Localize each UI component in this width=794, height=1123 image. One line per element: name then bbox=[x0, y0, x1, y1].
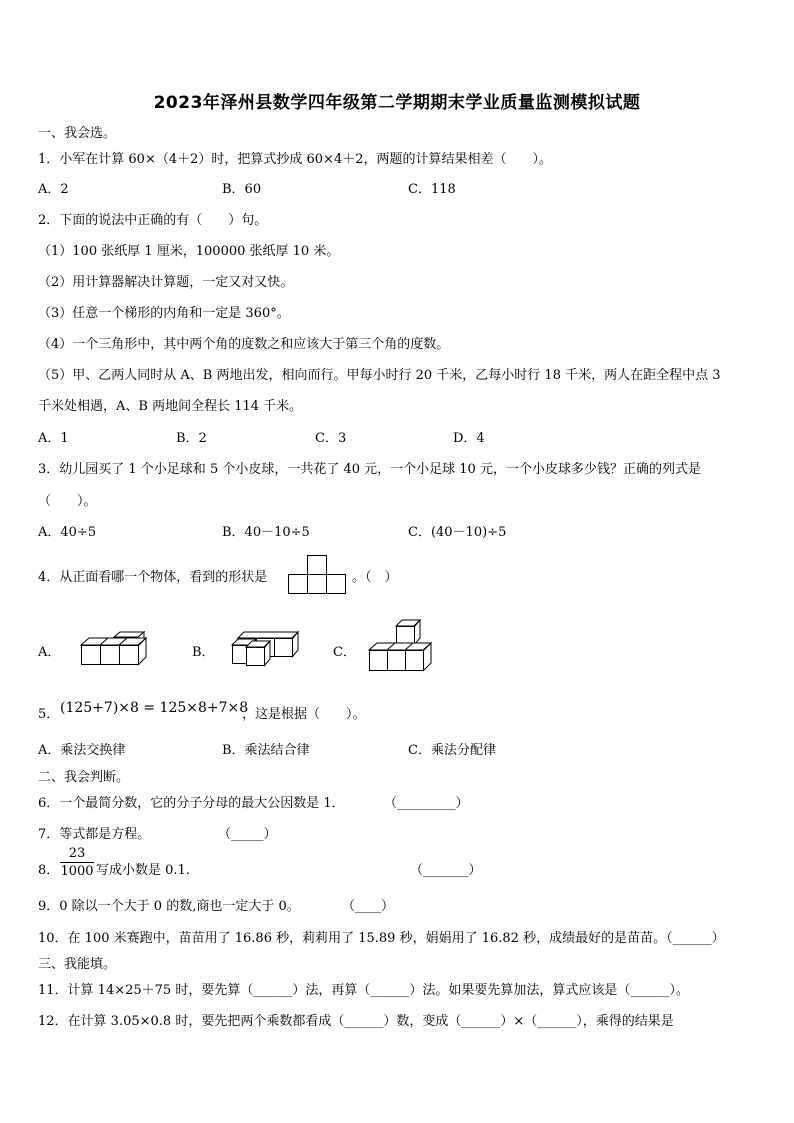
q5-option-b: B．乘法结合律 bbox=[222, 743, 310, 758]
q2-statement-2: （2）用计算器解决计算题，一定又对又快。 bbox=[38, 275, 294, 290]
question-12: 12．在计算 3.05×0.8 时，要先把两个乘数都看成（______）数，变成（______）×（______），乘得的结果是 bbox=[38, 1014, 674, 1029]
section-heading-1: 一、我会选。 bbox=[38, 126, 117, 141]
q6-answer-blank[interactable]: （_________） bbox=[384, 796, 469, 811]
question-11: 11．计算 14×25＋75 时，要先算（______）法，再算（______）法。如果要先算加法，算式应该是（______）。 bbox=[38, 983, 689, 998]
question-10: 10．在 100 米赛跑中，苗苗用了 16.86 秒，莉莉用了 15.89 秒，娟娟用了 16.82 秒，成绩最好的是苗苗。（______） bbox=[38, 931, 725, 946]
q2-option-d: D．4 bbox=[453, 431, 485, 446]
question-3: 3．幼儿园买了 1 个小足球和 5 个小皮球，一共花了 40 元，一个小足球 10 元，一个小皮球多少钱？正确的列式是 bbox=[38, 462, 701, 477]
q4-option-b: B． bbox=[192, 645, 215, 660]
question-7: 7．等式都是方程。 bbox=[38, 827, 151, 842]
q4-option-a-figure bbox=[78, 628, 164, 668]
question-9: 9．0 除以一个大于 0 的数,商也一定大于 0。 bbox=[38, 899, 300, 914]
q2-option-b: B．2 bbox=[176, 431, 207, 446]
question-3-cont: （ ）。 bbox=[38, 494, 97, 509]
q5-option-c: C．乘法分配律 bbox=[408, 743, 496, 758]
q5-formula: (125+7)×8 = 125×8+7×8 bbox=[60, 700, 249, 716]
q2-option-c: C．3 bbox=[315, 431, 347, 446]
q3-option-a: A．40÷5 bbox=[38, 525, 97, 540]
question-8-number: 8． bbox=[38, 863, 60, 878]
section-heading-2: 二、我会判断。 bbox=[38, 770, 130, 785]
q4-option-c: C． bbox=[333, 645, 356, 660]
question-5-text: ，这是根据（ ）。 bbox=[242, 707, 366, 722]
q7-answer-blank[interactable]: （_____） bbox=[218, 827, 277, 842]
q2-option-a: A．1 bbox=[38, 431, 69, 446]
q2-statement-1: （1）100 张纸厚 1 厘米，100000 张纸厚 10 米。 bbox=[38, 244, 340, 259]
q4-option-b-figure bbox=[228, 628, 302, 670]
q4-option-a: A． bbox=[38, 645, 61, 660]
q8-fraction bbox=[60, 846, 94, 879]
q4-option-c-figure bbox=[366, 618, 438, 674]
q1-option-a: A．2 bbox=[38, 182, 69, 197]
question-8: 写成小数是 0.1. bbox=[96, 863, 190, 878]
section-heading-3: 三、我能填。 bbox=[38, 957, 117, 972]
q2-statement-3: （3）任意一个梯形的内角和一定是 360°。 bbox=[38, 306, 290, 321]
q1-option-c: C．118 bbox=[408, 182, 456, 197]
question-4: 4．从正面看哪一个物体，看到的形状是 bbox=[38, 570, 268, 585]
q8-fraction-denominator: 1000 bbox=[60, 864, 94, 879]
q9-answer-blank[interactable]: （____） bbox=[342, 899, 395, 914]
question-5-number: 5． bbox=[38, 707, 60, 722]
q2-statement-5: （5）甲、乙两人同时从 A、B 两地出发，相向而行。甲每小时行 20 千米，乙每小时行 18 千米，两人在距全程中点 3 bbox=[38, 368, 721, 383]
q2-statement-5-cont: 千米处相遇，A、B 两地间全程长 114 千米。 bbox=[38, 399, 303, 414]
q1-option-b: B．60 bbox=[222, 182, 262, 197]
page-title: 2023年泽州县数学四年级第二学期期末学业质量监测模拟试题 bbox=[153, 93, 641, 113]
question-2: 2．下面的说法中正确的有（ ）句。 bbox=[38, 213, 268, 228]
question-1: 1．小军在计算 60×（4＋2）时，把算式抄成 60×4＋2，两题的计算结果相差（ ）。 bbox=[38, 152, 552, 167]
question-6: 6．一个最简分数，它的分子分母的最大公因数是 1． bbox=[38, 796, 345, 811]
q8-answer-blank[interactable]: （_______） bbox=[410, 863, 482, 878]
q2-statement-4: （4）一个三角形中，其中两个角的度数之和应该大于第三个角的度数。 bbox=[38, 337, 450, 352]
q3-option-c: C．(40－10)÷5 bbox=[408, 525, 507, 540]
q4-answer-paren: 。（ ） bbox=[352, 570, 398, 585]
q8-fraction-numerator: 23 bbox=[68, 846, 86, 861]
q4-front-view-figure bbox=[288, 555, 348, 595]
q3-option-b: B．40－10÷5 bbox=[222, 525, 310, 540]
q5-option-a: A．乘法交换律 bbox=[38, 743, 126, 758]
